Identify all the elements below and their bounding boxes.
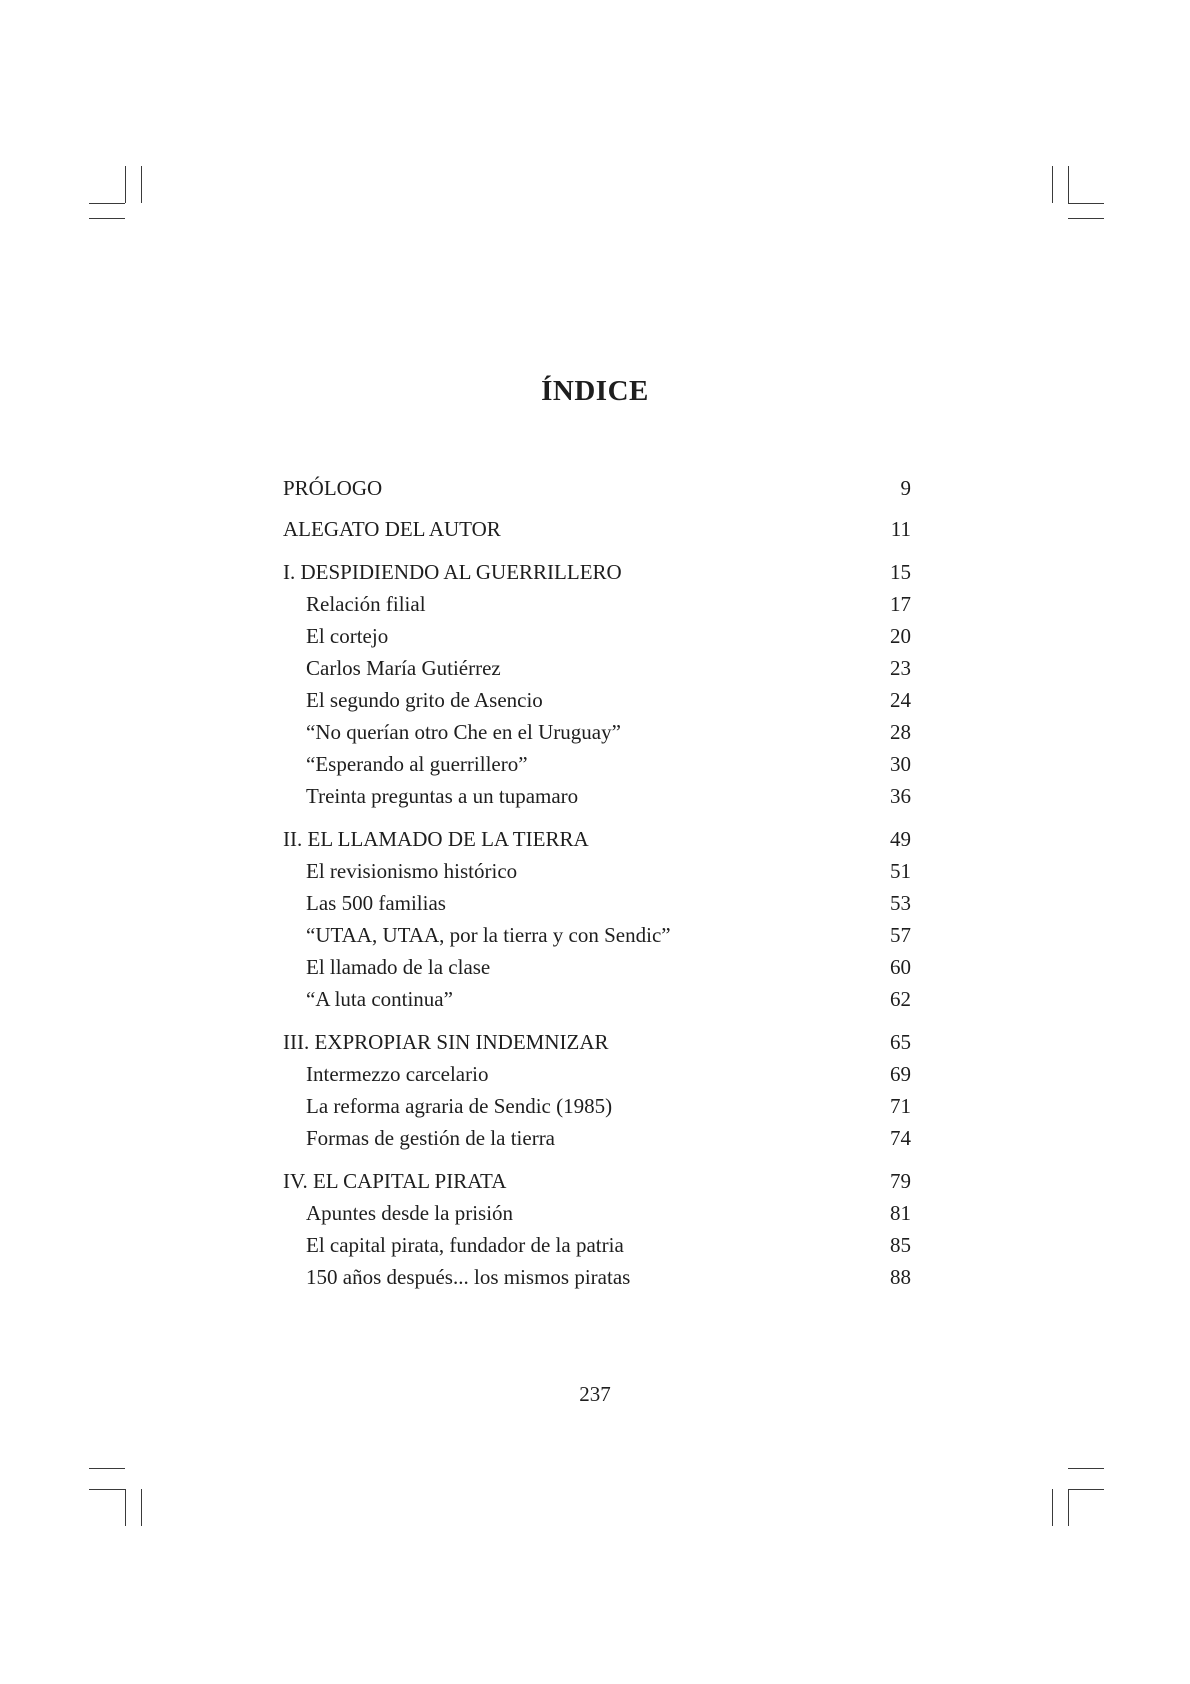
- toc-entry-page: 11: [890, 517, 911, 541]
- toc-section-entry: [283, 1165, 911, 1197]
- toc-entry-page: 85: [890, 1233, 911, 1257]
- toc-entry-label: Apuntes desde la prisión: [306, 1201, 514, 1225]
- toc-subentry: [283, 1058, 911, 1090]
- toc-entry-label: II. EL LLAMADO DE LA TIERRA: [283, 827, 589, 851]
- toc-subentry: [283, 951, 911, 983]
- crop-mark: [1068, 218, 1104, 219]
- crop-mark: [1052, 166, 1053, 203]
- toc-subentry: [283, 919, 911, 951]
- toc-entry-label: 150 años después... los mismos piratas: [306, 1265, 631, 1289]
- toc-entry-label: Treinta preguntas a un tupamaro: [306, 784, 579, 808]
- toc-section-entry: [283, 1026, 911, 1058]
- toc-entry-page: 30: [890, 752, 911, 776]
- crop-mark: [1052, 1489, 1053, 1526]
- toc-entry-label: “Esperando al guerrillero”: [306, 752, 528, 776]
- toc-subentry: [283, 1090, 911, 1122]
- toc-entry-label: “UTAA, UTAA, por la tierra y con Sendic”: [306, 923, 671, 947]
- toc-entry-page: 9: [900, 476, 911, 500]
- toc-entry-page: 69: [890, 1062, 911, 1086]
- toc-subentry: [283, 780, 911, 812]
- toc-subentry: [283, 887, 911, 919]
- toc-entry-page: 17: [890, 592, 911, 616]
- toc-entry-label: PRÓLOGO: [283, 476, 383, 500]
- toc-subentry: [283, 588, 911, 620]
- toc-subentry: [283, 855, 911, 887]
- page-title: ÍNDICE: [541, 375, 649, 408]
- toc-entry-label: ALEGATO DEL AUTOR: [283, 517, 501, 541]
- toc-entry-page: 20: [890, 624, 911, 648]
- toc-section-entry: [283, 472, 911, 504]
- toc-entry-label: Carlos María Gutiérrez: [306, 656, 501, 680]
- toc-subentry: [283, 1197, 911, 1229]
- toc-entry-label: “No querían otro Che en el Uruguay”: [306, 720, 621, 744]
- crop-mark: [89, 1489, 125, 1490]
- toc-entry-page: 79: [890, 1169, 911, 1193]
- toc-entry-page: 23: [890, 656, 911, 680]
- toc-entry-page: 65: [890, 1030, 911, 1054]
- crop-mark: [1068, 203, 1104, 204]
- crop-mark: [1068, 166, 1069, 203]
- toc-entry-label: El llamado de la clase: [306, 955, 491, 979]
- toc-subentry: [283, 716, 911, 748]
- crop-mark: [89, 1468, 125, 1469]
- toc-section-entry: [283, 823, 911, 855]
- toc-entry-page: 36: [890, 784, 911, 808]
- toc-entry-label: Intermezzo carcelario: [306, 1062, 489, 1086]
- toc-subentry: [283, 983, 911, 1015]
- toc-entry-label: El capital pirata, fundador de la patria: [306, 1233, 624, 1257]
- toc-entry-label: I. DESPIDIENDO AL GUERRILLERO: [283, 560, 622, 584]
- crop-mark: [141, 1489, 142, 1526]
- toc-entry-page: 57: [890, 923, 911, 947]
- toc-subentry: [283, 1122, 911, 1154]
- crop-mark: [141, 166, 142, 203]
- toc-entry-page: 53: [890, 891, 911, 915]
- toc-subentry: [283, 1229, 911, 1261]
- crop-mark: [1068, 1489, 1104, 1490]
- toc-entry-page: 49: [890, 827, 911, 851]
- crop-mark: [1068, 1468, 1104, 1469]
- toc-subentry: [283, 748, 911, 780]
- toc-entry-label: Formas de gestión de la tierra: [306, 1126, 556, 1150]
- toc-entry-label: III. EXPROPIAR SIN INDEMNIZAR: [283, 1030, 609, 1054]
- crop-mark: [125, 1489, 126, 1526]
- toc-entry-label: El cortejo: [306, 624, 389, 648]
- toc-entry-label: Relación filial: [306, 592, 426, 616]
- toc-entry-page: 60: [890, 955, 911, 979]
- toc-entry-page: 51: [890, 859, 911, 883]
- toc-entry-page: 62: [890, 987, 911, 1011]
- toc-entry-label: Las 500 familias: [306, 891, 446, 915]
- toc-subentry: [283, 620, 911, 652]
- toc-entry-page: 88: [890, 1265, 911, 1289]
- crop-mark: [89, 218, 125, 219]
- toc-entry-page: 24: [890, 688, 911, 712]
- toc-entry-page: 15: [890, 560, 911, 584]
- toc-entry-page: 81: [890, 1201, 911, 1225]
- toc-subentry: [283, 652, 911, 684]
- toc-entry-label: El revisionismo histórico: [306, 859, 518, 883]
- toc-subentry: [283, 1261, 911, 1293]
- table-of-contents: [283, 472, 911, 1293]
- page-number: 237: [579, 1382, 611, 1406]
- toc-subentry: [283, 684, 911, 716]
- toc-entry-page: 28: [890, 720, 911, 744]
- crop-mark: [1068, 1489, 1069, 1526]
- toc-entry-page: 71: [890, 1094, 911, 1118]
- toc-section-entry: [283, 556, 911, 588]
- toc-entry-label: El segundo grito de Asencio: [306, 688, 543, 712]
- toc-section-entry: [283, 513, 911, 545]
- toc-entry-page: 74: [890, 1126, 911, 1150]
- crop-mark: [89, 203, 125, 204]
- toc-entry-label: “A luta continua”: [306, 987, 453, 1011]
- toc-entry-label: La reforma agraria de Sendic (1985): [306, 1094, 613, 1118]
- toc-entry-label: IV. EL CAPITAL PIRATA: [283, 1169, 507, 1193]
- crop-mark: [125, 166, 126, 203]
